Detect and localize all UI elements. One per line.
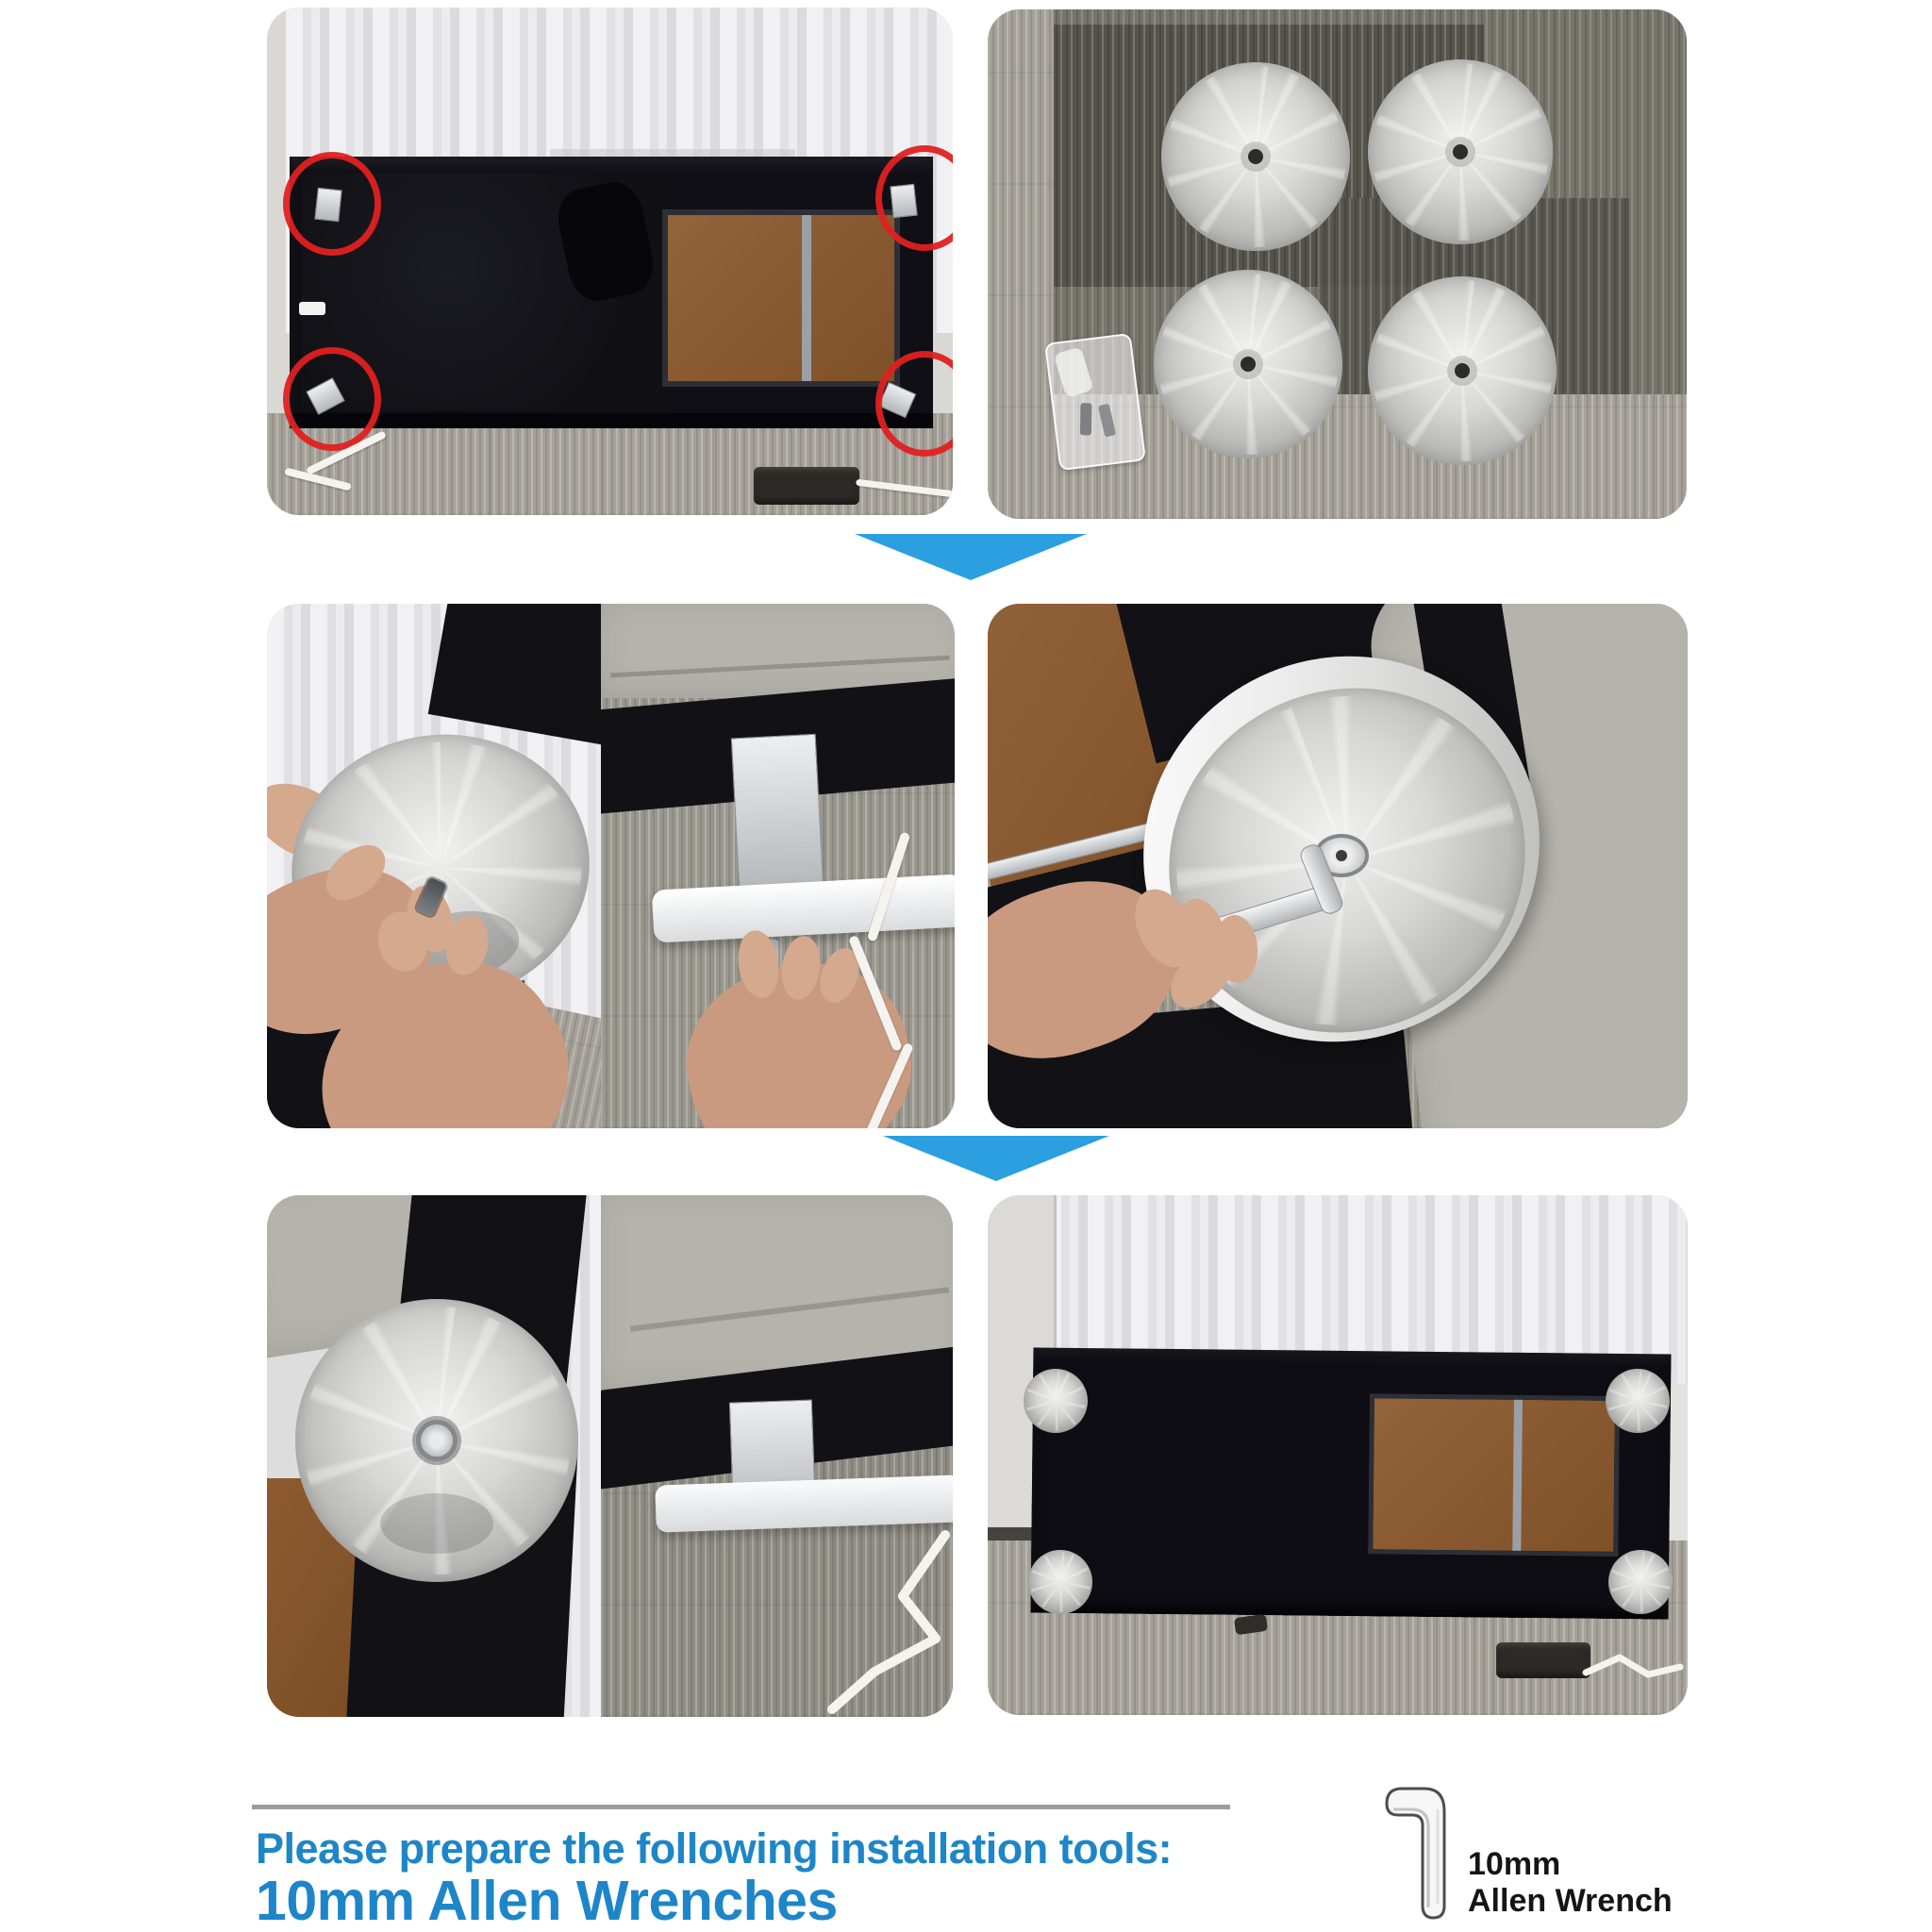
screw-parts-bag xyxy=(1044,333,1146,471)
down-arrow-icon xyxy=(883,1136,1109,1181)
floor-outlet-box xyxy=(754,467,859,505)
step2-photo-tighten-with-wrench xyxy=(988,604,1688,1128)
cabinet-bottom-rail xyxy=(290,413,933,428)
disc-center-bolt xyxy=(421,1424,453,1457)
installed-disc-leg xyxy=(1028,1550,1092,1614)
installed-disc-leg xyxy=(1024,1369,1088,1433)
hub-socket xyxy=(1336,850,1347,861)
tv-cabinet-back xyxy=(290,157,933,428)
down-arrow-icon xyxy=(855,534,1087,580)
subphoto-installed-disc-under-frame xyxy=(601,1195,953,1717)
subphoto-installed-disc xyxy=(267,1195,601,1717)
screw xyxy=(1098,404,1116,438)
aluminum-disc-leg xyxy=(1154,270,1342,458)
disc-center-hole xyxy=(1241,357,1256,372)
power-cable xyxy=(742,1507,953,1717)
cabinet-opening-panel xyxy=(662,209,900,387)
subphoto-hold-disc xyxy=(267,604,601,1128)
bag-highlight xyxy=(1054,346,1094,398)
allen-wrench-icon xyxy=(1379,1783,1447,1923)
step3-photo-cabinet-legs-installed xyxy=(988,1195,1688,1715)
aluminum-disc-leg xyxy=(1161,62,1350,251)
aluminum-disc-leg xyxy=(1368,59,1553,244)
cabinet-opening-panel xyxy=(1368,1393,1620,1557)
disc-center-hole xyxy=(1248,149,1263,164)
screw xyxy=(1080,403,1092,435)
installed-disc-leg xyxy=(1608,1550,1673,1614)
prepare-tools-text: Please prepare the following installation tools: xyxy=(256,1824,1173,1873)
installed-disc-leg xyxy=(1606,1369,1670,1433)
side-label-sticker xyxy=(299,302,325,315)
step1-photo-disc-legs-parts xyxy=(988,9,1687,519)
aluminum-disc-leg xyxy=(295,1299,578,1582)
tv-cabinet-back xyxy=(1031,1347,1672,1619)
disc-center-hole xyxy=(1453,144,1468,159)
mounting-bracket xyxy=(731,734,824,892)
corner-highlight-circle-bottom-left xyxy=(283,347,381,451)
floor-outlet-box xyxy=(1496,1642,1591,1678)
disc-center-hole xyxy=(1455,363,1470,378)
tool-name-label: Allen Wrench xyxy=(1468,1883,1673,1919)
tool-badge xyxy=(1468,1846,1673,1920)
disc-smudge xyxy=(380,1493,493,1554)
step2-photo-screw-into-disc xyxy=(267,604,955,1128)
step1-photo-cabinet-corners xyxy=(267,8,953,515)
aluminum-disc-leg xyxy=(1368,276,1557,465)
tools-name-text: 10mm Allen Wrenches xyxy=(256,1870,838,1932)
step3-photo-disc-installed-closeup xyxy=(267,1195,953,1717)
outlet-cable xyxy=(1582,1646,1688,1703)
panel-divider xyxy=(1512,1400,1523,1551)
panel-divider xyxy=(802,215,811,381)
tool-size-label: 10mm xyxy=(1468,1846,1561,1882)
corner-highlight-circle-top-left xyxy=(283,152,381,256)
subphoto-screw-under-frame xyxy=(601,604,955,1128)
footer-divider-rule xyxy=(252,1805,1230,1809)
